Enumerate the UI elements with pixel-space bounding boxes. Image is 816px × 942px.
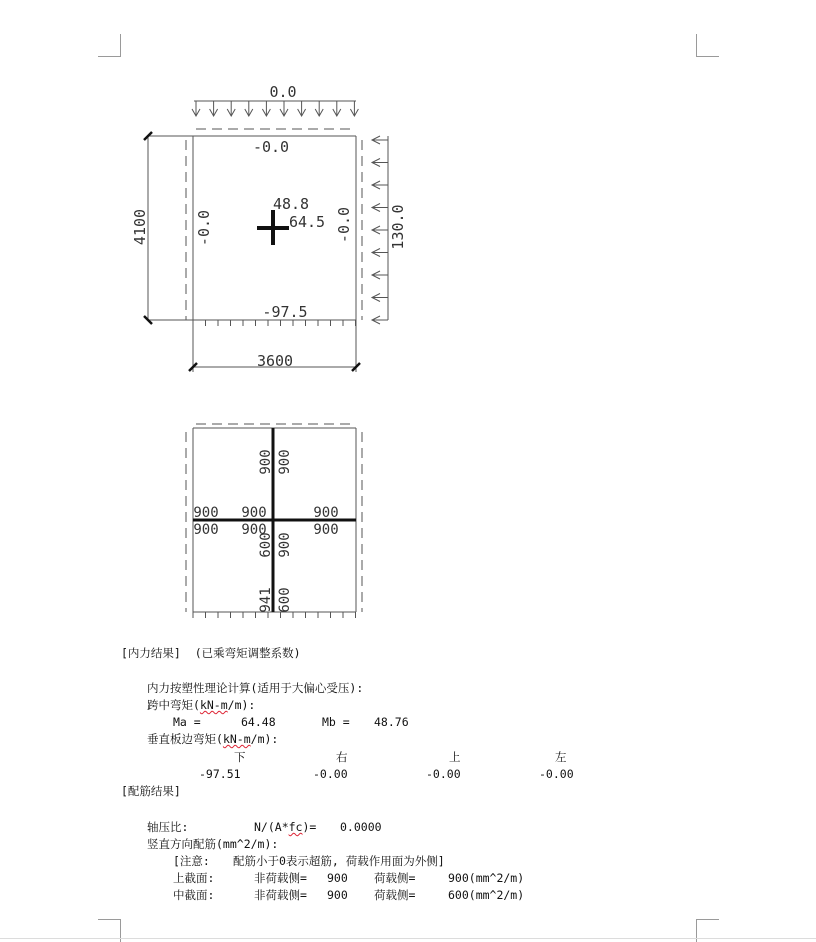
load-arrow-icon xyxy=(372,159,388,167)
edge-header-left: 左 xyxy=(555,750,567,764)
load-arrow-icon xyxy=(280,101,288,116)
rebar-left-2: 900 xyxy=(193,522,219,538)
load-arrow-icon xyxy=(245,101,253,116)
upper-section-label: 上截面: xyxy=(173,871,215,885)
upper-load-label: 荷载侧= xyxy=(374,871,416,885)
load-arrow-icon xyxy=(372,316,388,324)
vertical-rebar-line: 竖直方向配筋(mm^2/m): xyxy=(147,837,279,851)
middle-nonload-label: 非荷载侧= xyxy=(254,888,307,902)
load-arrow-icon xyxy=(372,136,388,144)
note-label: [注意: xyxy=(173,854,210,868)
axial-label: 轴压比: xyxy=(147,820,189,834)
load-arrow-icon xyxy=(262,101,270,116)
middle-section-label: 中截面: xyxy=(173,888,215,902)
right-load-label: 130.0 xyxy=(389,204,407,250)
center-moment-1: 48.8 xyxy=(272,195,310,213)
load-arrow-icon xyxy=(350,101,358,116)
middle-load-label: 荷载侧= xyxy=(374,888,416,902)
center-moment-2: 64.5 xyxy=(288,213,326,231)
load-arrow-icon xyxy=(372,294,388,302)
rebar-center-2: 900 xyxy=(241,522,267,538)
axial-value: 0.0000 xyxy=(340,820,382,834)
upper-load-value: 900(mm^2/m) xyxy=(448,871,525,885)
load-arrow-icon xyxy=(372,204,388,212)
moment-diagram xyxy=(0,0,816,400)
upper-nonload-value: 900 xyxy=(327,871,348,885)
rebar-bottom-2: 600 xyxy=(277,587,293,613)
note-text: 配筋小于0表示超筋, 荷载作用面为外侧] xyxy=(233,854,445,868)
plastic-theory-line: 内力按塑性理论计算(适用于大偏心受压): xyxy=(147,681,364,695)
mb-label: Mb = xyxy=(322,715,350,729)
rebar-top-2: 900 xyxy=(277,449,293,475)
load-arrow-icon xyxy=(372,249,388,257)
rebar-heading: [配筋结果] xyxy=(121,784,181,798)
rebar-top-1: 900 xyxy=(258,449,274,475)
rebar-mid-2: 900 xyxy=(277,532,293,558)
rebar-center-1: 900 xyxy=(241,505,267,521)
left-edge-moment: -0.0 xyxy=(195,209,213,247)
ma-value: 64.48 xyxy=(241,715,276,729)
edge-header-top: 上 xyxy=(449,750,461,764)
load-arrow-icon xyxy=(210,101,218,116)
load-arrow-icon xyxy=(192,101,200,116)
rebar-diagram xyxy=(0,400,816,620)
load-arrow-icon xyxy=(298,101,306,116)
mb-value: 48.76 xyxy=(374,715,409,729)
bottom-edge-moment: -97.5 xyxy=(262,303,308,321)
load-arrow-icon xyxy=(227,101,235,116)
edge-header-right: 右 xyxy=(336,750,348,764)
internal-force-heading: [内力结果] (已乘弯矩调整系数) xyxy=(121,646,301,660)
axial-formula: N/(A*fc)= xyxy=(254,820,317,834)
load-arrow-icon xyxy=(372,181,388,189)
middle-nonload-value: 900 xyxy=(327,888,348,902)
rebar-bottom-1: 941 xyxy=(258,587,274,613)
rebar-mid-1: 600 xyxy=(258,532,274,558)
top-edge-moment: -0.0 xyxy=(252,138,290,156)
rebar-right-2: 900 xyxy=(313,522,339,538)
edge-header-bottom: 下 xyxy=(234,750,246,764)
height-dimension: 4100 xyxy=(131,208,149,246)
load-arrow-icon xyxy=(333,101,341,116)
load-arrow-icon xyxy=(372,226,388,234)
top-load-label: 0.0 xyxy=(269,83,297,101)
right-edge-moment: -0.0 xyxy=(335,206,353,244)
ma-label: Ma = xyxy=(173,715,201,729)
upper-nonload-label: 非荷载侧= xyxy=(254,871,307,885)
page-bottom-edge xyxy=(0,938,816,939)
edge-value-top: -0.00 xyxy=(426,767,461,781)
rebar-left-1: 900 xyxy=(193,505,219,521)
load-arrow-icon xyxy=(372,271,388,279)
edge-value-bottom: -97.51 xyxy=(199,767,241,781)
width-dimension: 3600 xyxy=(256,352,294,370)
middle-load-value: 600(mm^2/m) xyxy=(448,888,525,902)
rebar-right-1: 900 xyxy=(313,505,339,521)
edge-value-right: -0.00 xyxy=(313,767,348,781)
edge-value-left: -0.00 xyxy=(539,767,574,781)
span-moment-line: 跨中弯矩(kN-m/m): xyxy=(147,698,256,712)
edge-moment-line: 垂直板边弯矩(kN-m/m): xyxy=(147,732,279,746)
load-arrow-icon xyxy=(315,101,323,116)
